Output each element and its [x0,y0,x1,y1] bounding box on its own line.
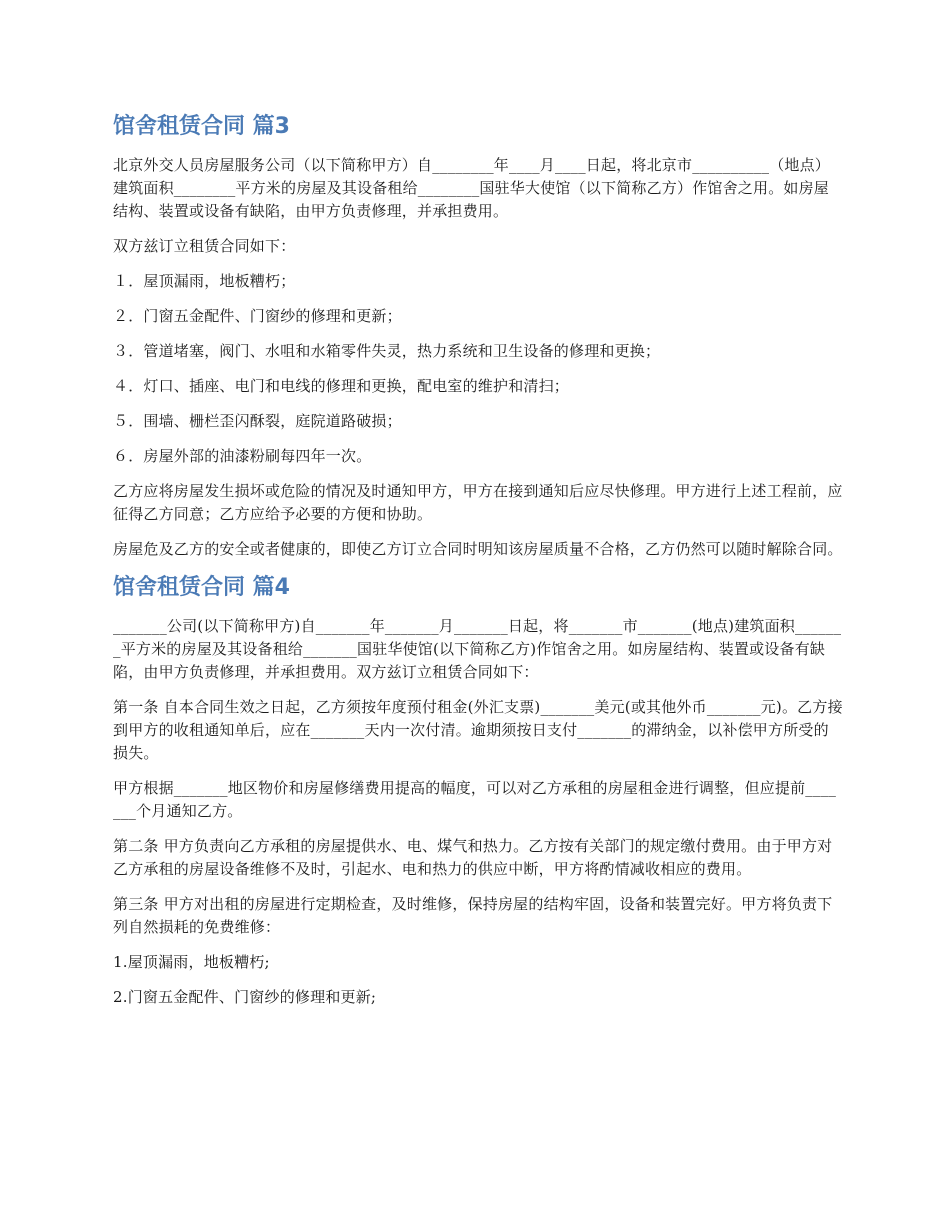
section-3-agreement-line: 双方兹订立租赁合同如下： [113,237,296,255]
section-3-item-5: ５．围墙、栅栏歪闪酥裂，庭院道路破损； [113,412,402,430]
section-4-item-1: 1.屋顶漏雨，地板糟朽; [113,953,270,971]
section-3-notice-paragraph: 乙方应将房屋发生损坏或危险的情况及时通知甲方，甲方在接到通知后应尽快修理。甲方进行上述工程前，应征得乙方同意；乙方应给予必要的方便和协助。 [113,482,843,523]
section-3-termination-paragraph: 房屋危及乙方的安全或者健康的，即使乙方订立合同时明知该房屋质量不合格，乙方仍然可以随时解除合同。 [113,540,843,558]
section-4-article-2: 第二条 甲方负责向乙方承租的房屋提供水、电、煤气和热力。乙方按有关部门的规定缴付费用。由于甲方对乙方承租的房屋设备维修不及时，引起水、电和热力的供应中断，甲方将酌情减收相应的费用。 [113,837,833,878]
section-4-intro: _______公司(以下简称甲方)自_______年_______月_______日起，将_______市_______(地点)建筑面积_______平方米的房屋及其设备租给_______国驻华使馆(以下简称乙方)作馆舍之用。如房屋结构、装置或设备有缺陷，由甲方负责修理，并承担费用。双方兹订立租赁合同如下： [113,617,842,681]
section-3-item-1: １．屋顶漏雨，地板糟朽； [113,272,296,290]
section-3-intro: 北京外交人员房屋服务公司（以下简称甲方）自________年____月____日起，将北京市__________（地点）建筑面积________平方米的房屋及其设备租给________国驻华大使馆（以下简称乙方）作馆舍之用。如房屋结构、装置或设备有缺陷，由甲方负责修理，并承担费用。 [113,156,831,220]
section-4-item-2: 2.门窗五金配件、门窗纱的修理和更新; [113,988,377,1006]
section-4-article-3: 第三条 甲方对出租的房屋进行定期检查，及时维修，保持房屋的结构牢固，设备和装置完好。甲方将负责下列自然损耗的免费维修： [113,895,833,936]
section-4-article-1: 第一条 自本合同生效之日起，乙方须按年度预付租金(外汇支票)_______美元(或其他外币_______元)。乙方接到甲方的收租通知单后，应在_______天内一次付清。逾期须按日支付_______的滞纳金，以补偿甲方所受的损失。 [113,698,843,762]
section-3-item-6: ６．房屋外部的油漆粉刷每四年一次。 [113,447,372,465]
section-3-title: 馆舍租赁合同 篇3 [113,114,290,139]
section-3-item-4: ４．灯口、插座、电门和电线的修理和更换，配电室的维护和清扫； [113,377,570,395]
document-content [113,112,843,1021]
section-3-item-2: ２．门窗五金配件、门窗纱的修理和更新； [113,307,402,325]
section-4-title: 馆舍租赁合同 篇4 [113,575,290,600]
section-4-rent-adjustment: 甲方根据_______地区物价和房屋修缮费用提高的幅度，可以对乙方承租的房屋租金进行调整，但应提前_______个月通知乙方。 [113,779,837,820]
section-3-item-3: ３．管道堵塞，阀门、水咀和水箱零件失灵，热力系统和卫生设备的修理和更换； [113,342,661,360]
